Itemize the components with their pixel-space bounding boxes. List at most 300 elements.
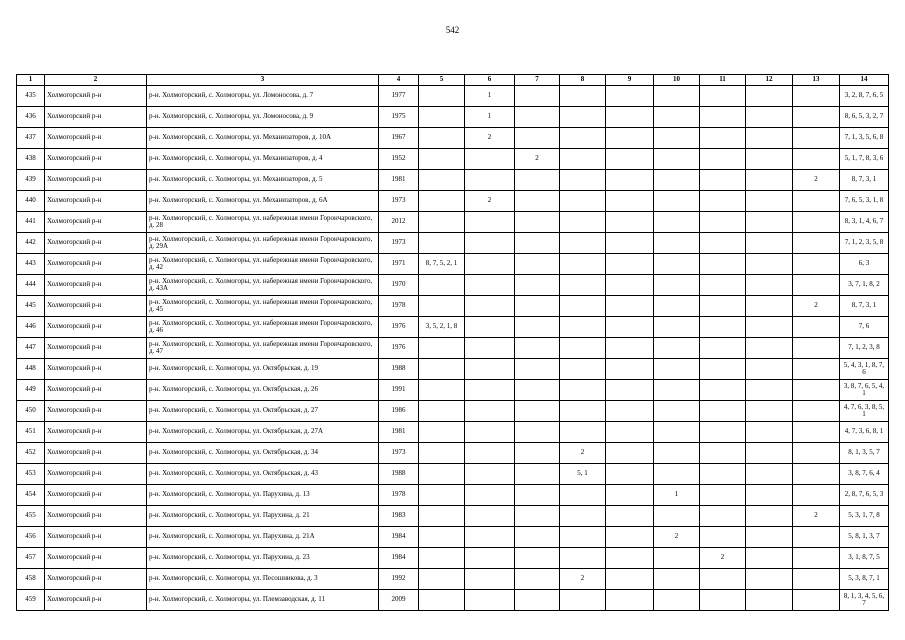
year-cell: 1973 [379, 233, 419, 254]
col13-cell [793, 443, 840, 464]
column-header: 2 [45, 75, 147, 86]
address-cell: р-н. Холмогорский, с. Холмогоры, ул. набережная имени Горончаровского, д. 29А [147, 233, 379, 254]
col7-cell [515, 422, 560, 443]
col7-cell [515, 191, 560, 212]
col14-cell: 8, 1, 3, 4, 5, 6, 7 [840, 590, 889, 611]
col5-cell [419, 380, 465, 401]
year-cell: 1971 [379, 254, 419, 275]
col5-cell [419, 107, 465, 128]
col5-cell: 3, 5, 2, 1, 8 [419, 317, 465, 338]
district-cell: Холмогорский р-н [45, 548, 147, 569]
col14-cell: 6, 3 [840, 254, 889, 275]
col7-cell: 2 [515, 149, 560, 170]
district-cell: Холмогорский р-н [45, 380, 147, 401]
table-row [17, 590, 889, 611]
col5-cell: 8, 7, 5, 2, 1 [419, 254, 465, 275]
col13-cell [793, 233, 840, 254]
col6-cell [465, 296, 515, 317]
col11-cell [700, 485, 746, 506]
table-row [17, 275, 889, 296]
row-number-cell: 452 [17, 443, 45, 464]
column-header: 7 [515, 75, 560, 86]
year-cell: 1983 [379, 506, 419, 527]
table-row [17, 485, 889, 506]
col8-cell [560, 422, 606, 443]
col7-cell [515, 548, 560, 569]
col13-cell: 2 [793, 170, 840, 191]
district-cell: Холмогорский р-н [45, 464, 147, 485]
year-cell: 1984 [379, 548, 419, 569]
col9-cell [606, 464, 654, 485]
col8-cell [560, 149, 606, 170]
col7-cell [515, 464, 560, 485]
year-cell: 1952 [379, 149, 419, 170]
col8-cell [560, 128, 606, 149]
col10-cell: 1 [654, 485, 700, 506]
col12-cell [746, 401, 793, 422]
col12-cell [746, 275, 793, 296]
col11-cell [700, 506, 746, 527]
address-cell: р-н. Холмогорский, с. Холмогоры, ул. Ломоносова, д. 7 [147, 86, 379, 107]
district-cell: Холмогорский р-н [45, 296, 147, 317]
col14-cell: 7, 6, 5, 3, 1, 8 [840, 191, 889, 212]
address-cell: р-н. Холмогорский, с. Холмогоры, ул. Племзаводская, д. 11 [147, 590, 379, 611]
col6-cell: 1 [465, 107, 515, 128]
col10-cell [654, 338, 700, 359]
address-cell: р-н. Холмогорский, с. Холмогоры, ул. Ломоносова, д. 9 [147, 107, 379, 128]
col14-cell: 4, 7, 6, 3, 8, 5, 1 [840, 401, 889, 422]
table-row [17, 401, 889, 422]
page-number: 542 [445, 25, 460, 35]
col14-cell: 3, 1, 8, 7, 5 [840, 548, 889, 569]
col10-cell [654, 422, 700, 443]
district-cell: Холмогорский р-н [45, 317, 147, 338]
col12-cell [746, 506, 793, 527]
col8-cell [560, 191, 606, 212]
col6-cell [465, 359, 515, 380]
col6-cell [465, 401, 515, 422]
col12-cell [746, 380, 793, 401]
year-cell: 1992 [379, 569, 419, 590]
col9-cell [606, 107, 654, 128]
col5-cell [419, 464, 465, 485]
column-header: 1 [17, 75, 45, 86]
address-cell: р-н. Холмогорский, с. Холмогоры, ул. набережная имени Горончаровского, д. 28 [147, 212, 379, 233]
col7-cell [515, 569, 560, 590]
col8-cell [560, 170, 606, 191]
col13-cell [793, 212, 840, 233]
col9-cell [606, 380, 654, 401]
col5-cell [419, 359, 465, 380]
district-cell: Холмогорский р-н [45, 191, 147, 212]
col10-cell [654, 275, 700, 296]
district-cell: Холмогорский р-н [45, 527, 147, 548]
column-header: 10 [654, 75, 700, 86]
col12-cell [746, 86, 793, 107]
col11-cell [700, 464, 746, 485]
col10-cell [654, 443, 700, 464]
col11-cell [700, 443, 746, 464]
col9-cell [606, 527, 654, 548]
year-cell: 1991 [379, 380, 419, 401]
column-header: 5 [419, 75, 465, 86]
col8-cell [560, 338, 606, 359]
year-cell: 1981 [379, 422, 419, 443]
col11-cell [700, 590, 746, 611]
row-number-cell: 448 [17, 359, 45, 380]
col6-cell [465, 506, 515, 527]
col9-cell [606, 149, 654, 170]
col8-cell [560, 86, 606, 107]
col13-cell [793, 401, 840, 422]
col10-cell [654, 317, 700, 338]
row-number-cell: 456 [17, 527, 45, 548]
col9-cell [606, 422, 654, 443]
table-row [17, 233, 889, 254]
row-number-cell: 457 [17, 548, 45, 569]
col6-cell [465, 422, 515, 443]
column-header: 8 [560, 75, 606, 86]
col7-cell [515, 275, 560, 296]
col12-cell [746, 212, 793, 233]
col7-cell [515, 380, 560, 401]
address-cell: р-н. Холмогорский, с. Холмогоры, ул. Песошникова, д. 3 [147, 569, 379, 590]
col11-cell [700, 275, 746, 296]
year-cell: 2012 [379, 212, 419, 233]
col10-cell [654, 170, 700, 191]
col10-cell [654, 107, 700, 128]
col8-cell [560, 254, 606, 275]
table-row [17, 359, 889, 380]
col13-cell: 2 [793, 506, 840, 527]
col8-cell: 2 [560, 569, 606, 590]
table-body [17, 86, 889, 611]
col14-cell: 8, 3, 1, 4, 6, 7 [840, 212, 889, 233]
row-number-cell: 451 [17, 422, 45, 443]
col6-cell [465, 338, 515, 359]
address-cell: р-н. Холмогорский, с. Холмогоры, ул. Механизаторов, д. 4 [147, 149, 379, 170]
row-number-cell: 440 [17, 191, 45, 212]
col14-cell: 5, 8, 1, 3, 7 [840, 527, 889, 548]
col9-cell [606, 191, 654, 212]
col5-cell [419, 569, 465, 590]
col14-cell: 8, 7, 3, 1 [840, 296, 889, 317]
col10-cell: 2 [654, 527, 700, 548]
year-cell: 1978 [379, 296, 419, 317]
col6-cell [465, 170, 515, 191]
table-row [17, 191, 889, 212]
register-table [16, 74, 889, 611]
address-cell: р-н. Холмогорский, с. Холмогоры, ул. Механизаторов, д. 6А [147, 191, 379, 212]
col8-cell: 2 [560, 443, 606, 464]
col14-cell: 5, 3, 8, 7, 1 [840, 569, 889, 590]
col13-cell [793, 254, 840, 275]
col14-cell: 7, 1, 2, 3, 8 [840, 338, 889, 359]
address-cell: р-н. Холмогорский, с. Холмогоры, ул. набережная имени Горончаровского, д. 42 [147, 254, 379, 275]
col14-cell: 7, 1, 2, 3, 5, 8 [840, 233, 889, 254]
address-cell: р-н. Холмогорский, с. Холмогоры, ул. Парухина, д. 23 [147, 548, 379, 569]
column-header: 12 [746, 75, 793, 86]
year-cell: 1973 [379, 443, 419, 464]
col9-cell [606, 485, 654, 506]
year-cell: 1977 [379, 86, 419, 107]
col7-cell [515, 86, 560, 107]
col6-cell [465, 317, 515, 338]
col13-cell [793, 275, 840, 296]
col5-cell [419, 170, 465, 191]
address-cell: р-н. Холмогорский, с. Холмогоры, ул. Октябрьская, д. 34 [147, 443, 379, 464]
col7-cell [515, 317, 560, 338]
col13-cell [793, 317, 840, 338]
col5-cell [419, 338, 465, 359]
district-cell: Холмогорский р-н [45, 590, 147, 611]
col9-cell [606, 317, 654, 338]
district-cell: Холмогорский р-н [45, 569, 147, 590]
col11-cell [700, 170, 746, 191]
col5-cell [419, 443, 465, 464]
table-row [17, 254, 889, 275]
col11-cell [700, 296, 746, 317]
col13-cell [793, 107, 840, 128]
col11-cell [700, 191, 746, 212]
col6-cell [465, 548, 515, 569]
col7-cell [515, 233, 560, 254]
table-row [17, 464, 889, 485]
table-row [17, 128, 889, 149]
row-number-cell: 450 [17, 401, 45, 422]
col8-cell [560, 212, 606, 233]
year-cell: 2009 [379, 590, 419, 611]
col6-cell [465, 590, 515, 611]
row-number-cell: 437 [17, 128, 45, 149]
col12-cell [746, 191, 793, 212]
col7-cell [515, 527, 560, 548]
col5-cell [419, 128, 465, 149]
year-cell: 1976 [379, 338, 419, 359]
col9-cell [606, 359, 654, 380]
col10-cell [654, 506, 700, 527]
row-number-cell: 435 [17, 86, 45, 107]
table-row [17, 86, 889, 107]
col9-cell [606, 275, 654, 296]
row-number-cell: 447 [17, 338, 45, 359]
table-row [17, 569, 889, 590]
col10-cell [654, 86, 700, 107]
col12-cell [746, 590, 793, 611]
col11-cell [700, 149, 746, 170]
col13-cell [793, 590, 840, 611]
col8-cell [560, 548, 606, 569]
col14-cell: 5, 4, 3, 1, 8, 7, 6 [840, 359, 889, 380]
address-cell: р-н. Холмогорский, с. Холмогоры, ул. Октябрьская, д. 26 [147, 380, 379, 401]
col14-cell: 3, 8, 7, 6, 5, 4, 1 [840, 380, 889, 401]
address-cell: р-н. Холмогорский, с. Холмогоры, ул. Октябрьская, д. 27А [147, 422, 379, 443]
district-cell: Холмогорский р-н [45, 254, 147, 275]
col6-cell [465, 149, 515, 170]
row-number-cell: 441 [17, 212, 45, 233]
col5-cell [419, 485, 465, 506]
col5-cell [419, 422, 465, 443]
col10-cell [654, 548, 700, 569]
column-header: 9 [606, 75, 654, 86]
col12-cell [746, 296, 793, 317]
row-number-cell: 442 [17, 233, 45, 254]
district-cell: Холмогорский р-н [45, 485, 147, 506]
col6-cell [465, 464, 515, 485]
col7-cell [515, 170, 560, 191]
col8-cell [560, 359, 606, 380]
col7-cell [515, 254, 560, 275]
col9-cell [606, 233, 654, 254]
col10-cell [654, 590, 700, 611]
district-cell: Холмогорский р-н [45, 506, 147, 527]
col9-cell [606, 548, 654, 569]
col12-cell [746, 149, 793, 170]
district-cell: Холмогорский р-н [45, 401, 147, 422]
col8-cell [560, 590, 606, 611]
col5-cell [419, 275, 465, 296]
col11-cell [700, 86, 746, 107]
col8-cell: 5, 1 [560, 464, 606, 485]
col12-cell [746, 128, 793, 149]
col5-cell [419, 86, 465, 107]
col9-cell [606, 569, 654, 590]
district-cell: Холмогорский р-н [45, 275, 147, 296]
col9-cell [606, 254, 654, 275]
col14-cell: 8, 6, 5, 3, 2, 7 [840, 107, 889, 128]
col14-cell: 8, 1, 3, 5, 7 [840, 443, 889, 464]
row-number-cell: 459 [17, 590, 45, 611]
col13-cell [793, 485, 840, 506]
col6-cell: 1 [465, 86, 515, 107]
col10-cell [654, 212, 700, 233]
col12-cell [746, 338, 793, 359]
col13-cell [793, 191, 840, 212]
district-cell: Холмогорский р-н [45, 422, 147, 443]
header-row [17, 75, 889, 86]
col7-cell [515, 590, 560, 611]
col13-cell [793, 149, 840, 170]
address-cell: р-н. Холмогорский, с. Холмогоры, ул. Механизаторов, д. 5 [147, 170, 379, 191]
col12-cell [746, 422, 793, 443]
row-number-cell: 446 [17, 317, 45, 338]
col12-cell [746, 569, 793, 590]
table-row [17, 443, 889, 464]
col11-cell [700, 380, 746, 401]
col7-cell [515, 485, 560, 506]
col11-cell [700, 128, 746, 149]
col11-cell [700, 527, 746, 548]
table-row [17, 506, 889, 527]
year-cell: 1988 [379, 359, 419, 380]
col7-cell [515, 338, 560, 359]
district-cell: Холмогорский р-н [45, 338, 147, 359]
col5-cell [419, 548, 465, 569]
col14-cell: 3, 2, 8, 7, 6, 5 [840, 86, 889, 107]
row-number-cell: 436 [17, 107, 45, 128]
address-cell: р-н. Холмогорский, с. Холмогоры, ул. набережная имени Горончаровского, д. 43А [147, 275, 379, 296]
col10-cell [654, 380, 700, 401]
col11-cell [700, 422, 746, 443]
col10-cell [654, 149, 700, 170]
col12-cell [746, 170, 793, 191]
row-number-cell: 455 [17, 506, 45, 527]
col10-cell [654, 296, 700, 317]
col11-cell [700, 359, 746, 380]
col14-cell: 2, 8, 7, 6, 5, 3 [840, 485, 889, 506]
address-cell: р-н. Холмогорский, с. Холмогоры, ул. набережная имени Горончаровского, д. 47 [147, 338, 379, 359]
col6-cell: 2 [465, 191, 515, 212]
col10-cell [654, 254, 700, 275]
table-row [17, 296, 889, 317]
col6-cell [465, 485, 515, 506]
table-row [17, 317, 889, 338]
col12-cell [746, 443, 793, 464]
col9-cell [606, 590, 654, 611]
col10-cell [654, 359, 700, 380]
year-cell: 1976 [379, 317, 419, 338]
column-header: 6 [465, 75, 515, 86]
year-cell: 1981 [379, 170, 419, 191]
col9-cell [606, 506, 654, 527]
col9-cell [606, 296, 654, 317]
col8-cell [560, 506, 606, 527]
district-cell: Холмогорский р-н [45, 149, 147, 170]
year-cell: 1967 [379, 128, 419, 149]
col8-cell [560, 296, 606, 317]
col11-cell [700, 254, 746, 275]
col8-cell [560, 380, 606, 401]
district-cell: Холмогорский р-н [45, 170, 147, 191]
col9-cell [606, 443, 654, 464]
col13-cell: 2 [793, 296, 840, 317]
col13-cell [793, 380, 840, 401]
address-cell: р-н. Холмогорский, с. Холмогоры, ул. Механизаторов, д. 10А [147, 128, 379, 149]
address-cell: р-н. Холмогорский, с. Холмогоры, ул. Парухина, д. 21А [147, 527, 379, 548]
col11-cell [700, 569, 746, 590]
col6-cell: 2 [465, 128, 515, 149]
row-number-cell: 439 [17, 170, 45, 191]
district-cell: Холмогорский р-н [45, 86, 147, 107]
col14-cell: 3, 7, 1, 8, 2 [840, 275, 889, 296]
col12-cell [746, 233, 793, 254]
col13-cell [793, 464, 840, 485]
col7-cell [515, 128, 560, 149]
col11-cell [700, 212, 746, 233]
column-header: 11 [700, 75, 746, 86]
district-cell: Холмогорский р-н [45, 443, 147, 464]
col12-cell [746, 317, 793, 338]
col6-cell [465, 233, 515, 254]
col9-cell [606, 212, 654, 233]
col13-cell [793, 359, 840, 380]
col12-cell [746, 359, 793, 380]
year-cell: 1984 [379, 527, 419, 548]
year-cell: 1970 [379, 275, 419, 296]
col9-cell [606, 401, 654, 422]
address-cell: р-н. Холмогорский, с. Холмогоры, ул. Октябрьская, д. 19 [147, 359, 379, 380]
table-row [17, 380, 889, 401]
col10-cell [654, 191, 700, 212]
col6-cell [465, 443, 515, 464]
district-cell: Холмогорский р-н [45, 359, 147, 380]
year-cell: 1986 [379, 401, 419, 422]
col13-cell [793, 548, 840, 569]
year-cell: 1973 [379, 191, 419, 212]
col12-cell [746, 485, 793, 506]
col11-cell [700, 233, 746, 254]
col8-cell [560, 317, 606, 338]
